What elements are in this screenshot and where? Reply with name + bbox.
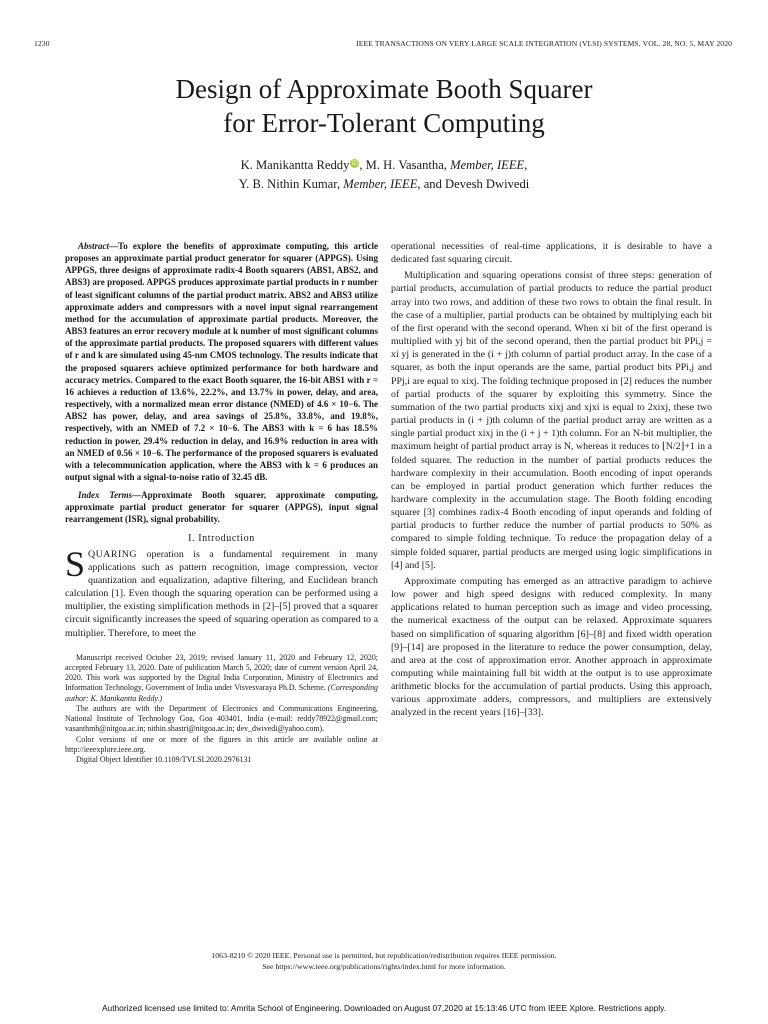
- title-line-1: Design of Approximate Booth Squarer: [175, 74, 593, 104]
- footnote-corresponding: (Corresponding author: K. Manikantta Reddy.): [65, 683, 378, 703]
- right-paragraph-0: operational necessities of real-time applications, it is desirable to have a dedicated fast squaring circuit.: [391, 241, 712, 266]
- author-line-1: [34, 156, 734, 175]
- orcid-icon[interactable]: iD: [351, 160, 359, 167]
- index-terms-lead: Index Terms: [78, 490, 133, 501]
- author-1: K. Manikantta Reddy: [240, 158, 350, 172]
- copyright-line-2[interactable]: See https://www.ieee.org/publications/rights/index.html for more information.: [262, 962, 506, 971]
- page-number: 1230: [34, 39, 50, 48]
- index-terms-text: —Approximate Booth squarer, approximate computing, approximate partial product generator for squarer (APPGS), input signal rearrangement (ISR), signal probability.: [65, 490, 378, 525]
- paper-title: [34, 72, 734, 140]
- footnote-manuscript: [65, 653, 378, 704]
- footnote-doi[interactable]: Digital Object Identifier 10.1109/TVLSI.2020.2976131: [76, 755, 252, 765]
- right-column: [391, 240, 712, 720]
- abstract-lead: Abstract: [78, 241, 110, 251]
- right-paragraph-2: Approximate computing has emerged as an attractive paradigm to achieve low power and high speed designs with reduced complexity. In many applications related to human perception such as image and video processing, the numerical exactness of the output can be relaxed. Approximate squarers based on simplification of squaring algorithm [6]–[8] and fixed width operation [9]–[14] are proposed in the literature to reduce the power consumption, delay, and area at the cost of approximation error. Another approach in approximate computing while maintaining full bit width at the output is to use approximate arithmetic blocks for the accumulation of partial products. Using this approach, various approximate adders, compressors, and multipliers are extensively analyzed in the recent years [16]–[33].: [391, 575, 712, 719]
- right-paragraph-1: Multiplication and squaring operations consist of three steps: generation of partial products, accumulation of partial products to reduce the partial product array into two rows, and addition of these two rows to obtain the final result. In the case of a multiplier, partial products can be obtained by multiplying each bit of the first operand with the second operand. When xi bit of the first operand is multiplied with yj bit of the second operand, then the partial product bit PPi,j = xi yj is generated in the (i + j)th column of partial product array. In the case of a squarer, as both the input operands are the same, partial product bits PPi,j and PPj,i are equal to xixj. The folding technique proposed in [2] reduces the number of partial products of the squarer by exploiting this symmetry. Since the summation of the two partial products xixj and xjxi is equal to 2xixj, these two partial products in (i + j)th column of the partial product array are written as a single partial product xixj in the (i + j + 1)th column. For an N-bit multiplier, the maximum height of partial product array is N, whereas it reduces to ⌊N/2⌋+1 in a folded squarer. The reduction in the number of partial products reduces the hardware complexity in their accumulation. Booth encoding of input operands can be employed in partial product generation which further reduces the hardware complexity in the accumulation stage. The Booth folding encoding squarer [3] combines radix-4 Booth encoding of input operands and folding of partial products to further reduce the number of partial products to 50% as compared to simple folding technique. To reduce the propagation delay of a simple folded squarer, partial products are merged using logic simplifications in [4] and [5].: [391, 270, 712, 571]
- intro-text: operation is a fundamental requirement in many applications such as pattern recognition, image compression, vector quantization and equalization, adaptive filtering, and Euclidean branch calculation [1]. Even though the squaring operation can be performed using a multiplier, the existing simplification methods in [2]–[5] proved that a squarer circuit significantly increases the speed of squaring operation as compared to a multiplier. Therefore, to meet the: [65, 548, 378, 639]
- intro-smallcaps: QUARING: [88, 548, 138, 560]
- author-list: [34, 156, 734, 194]
- author-2-end: ,: [524, 158, 528, 172]
- author-2: , M. H. Vasantha,: [359, 158, 451, 172]
- drop-cap: S: [65, 543, 86, 584]
- author-3-role: Member, IEEE: [343, 177, 418, 191]
- authorization-notice: Authorized licensed use limited to: Amrita School of Engineering. Downloaded on August 07,2020 at 15:13:46 UTC from IEEE Xplore. Restrictions apply.: [101, 1003, 667, 1013]
- abstract-text: —To explore the benefits of approximate computing, this article proposes an approximate partial product generator for squarer (APPGS). Using APPGS, three designs of approximate radix-4 Booth squarers (ABS1, ABS2, and ABS3) are proposed. APPGS produces approximate partial products in r number of least significant columns of the partial product matrix. ABS2 and ABS3 utilize approximate adders and compressors with a novel input signal rearrangement method for the accumulation of approximate partial products. Moreover, the ABS3 features an error recovery module at k number of most significant columns of the approximate partial products. The proposed squarers with different values of r and k are simulated using 45-nm CMOS technology. The results indicate that the proposed squarers achieve optimized performance for both hardware and accuracy metrics. Compared to the exact Booth squarer, the 16-bit ABS1 with r = 16 achieves a reduction of 13.6%, 22.2%, and 13.7% in power, delay, and area, respectively, with a normalized mean error distance (NMED) of 4.6 × 10−6. The ABS2 has power, delay, and area savings of 25.8%, 33.8%, and 19.8%, respectively, with an NMED of 7.2 × 10−6. The ABS3 with k = 6 has 18.5% reduction in power, 29.4% reduction in delay, and 16.9% reduction in area with an NMED of 0.56 × 10−6. The performance of the proposed squarers is evaluated with a telecommunication application, where the ABS3 with k = 6 produces an output signal with a signal-to-noise ratio of 32.45 dB.: [65, 241, 378, 482]
- footnote-color-versions: Color versions of one or more of the figures in this article are available online at http://ieeexplore.ieee.org.: [65, 734, 378, 754]
- left-column: [65, 240, 378, 765]
- footnote-affiliation: The authors are with the Department of Electronics and Communications Engineering, National Institute of Technology Goa, Goa 403401, India (e-mail: reddy78922@gmail.com; vasanthmh@nitgoa.ac.in; nithin.shastri@nitgoa.ac.in; dev_dwivedi@yahoo.com).: [65, 703, 378, 734]
- copyright-notice: [120, 950, 648, 972]
- footnote-manuscript-text: Manuscript received October 23, 2019; revised January 11, 2020 and February 12, 2020; accepted February 13, 2020. Date of publication March 5, 2020; date of current version April 24, 2020. This work was supported by the Digital India Corporation, Ministry of Electronics and Information Technology, Government of India under Visvesvaraya Ph.D. Scheme.: [65, 652, 378, 693]
- running-header: [34, 39, 732, 51]
- author-line-2: [34, 175, 734, 194]
- index-terms: [65, 489, 378, 525]
- abstract: [65, 240, 378, 483]
- journal-header: IEEE TRANSACTIONS ON VERY LARGE SCALE INTEGRATION (VLSI) SYSTEMS, VOL. 28, NO. 5, MAY 2020: [356, 39, 732, 48]
- author-3: Y. B. Nithin Kumar,: [238, 177, 344, 191]
- intro-paragraph: [65, 543, 378, 640]
- title-line-2: for Error-Tolerant Computing: [223, 108, 545, 138]
- footnotes: [65, 653, 378, 766]
- author-2-role: Member, IEEE: [450, 158, 525, 172]
- section-heading-introduction: I. Introduction: [188, 532, 255, 544]
- author-4: , and Devesh Dwivedi: [417, 177, 530, 191]
- copyright-line-1: 1063-8210 © 2020 IEEE. Personal use is permitted, but republication/redistribution requires IEEE permission.: [211, 951, 557, 960]
